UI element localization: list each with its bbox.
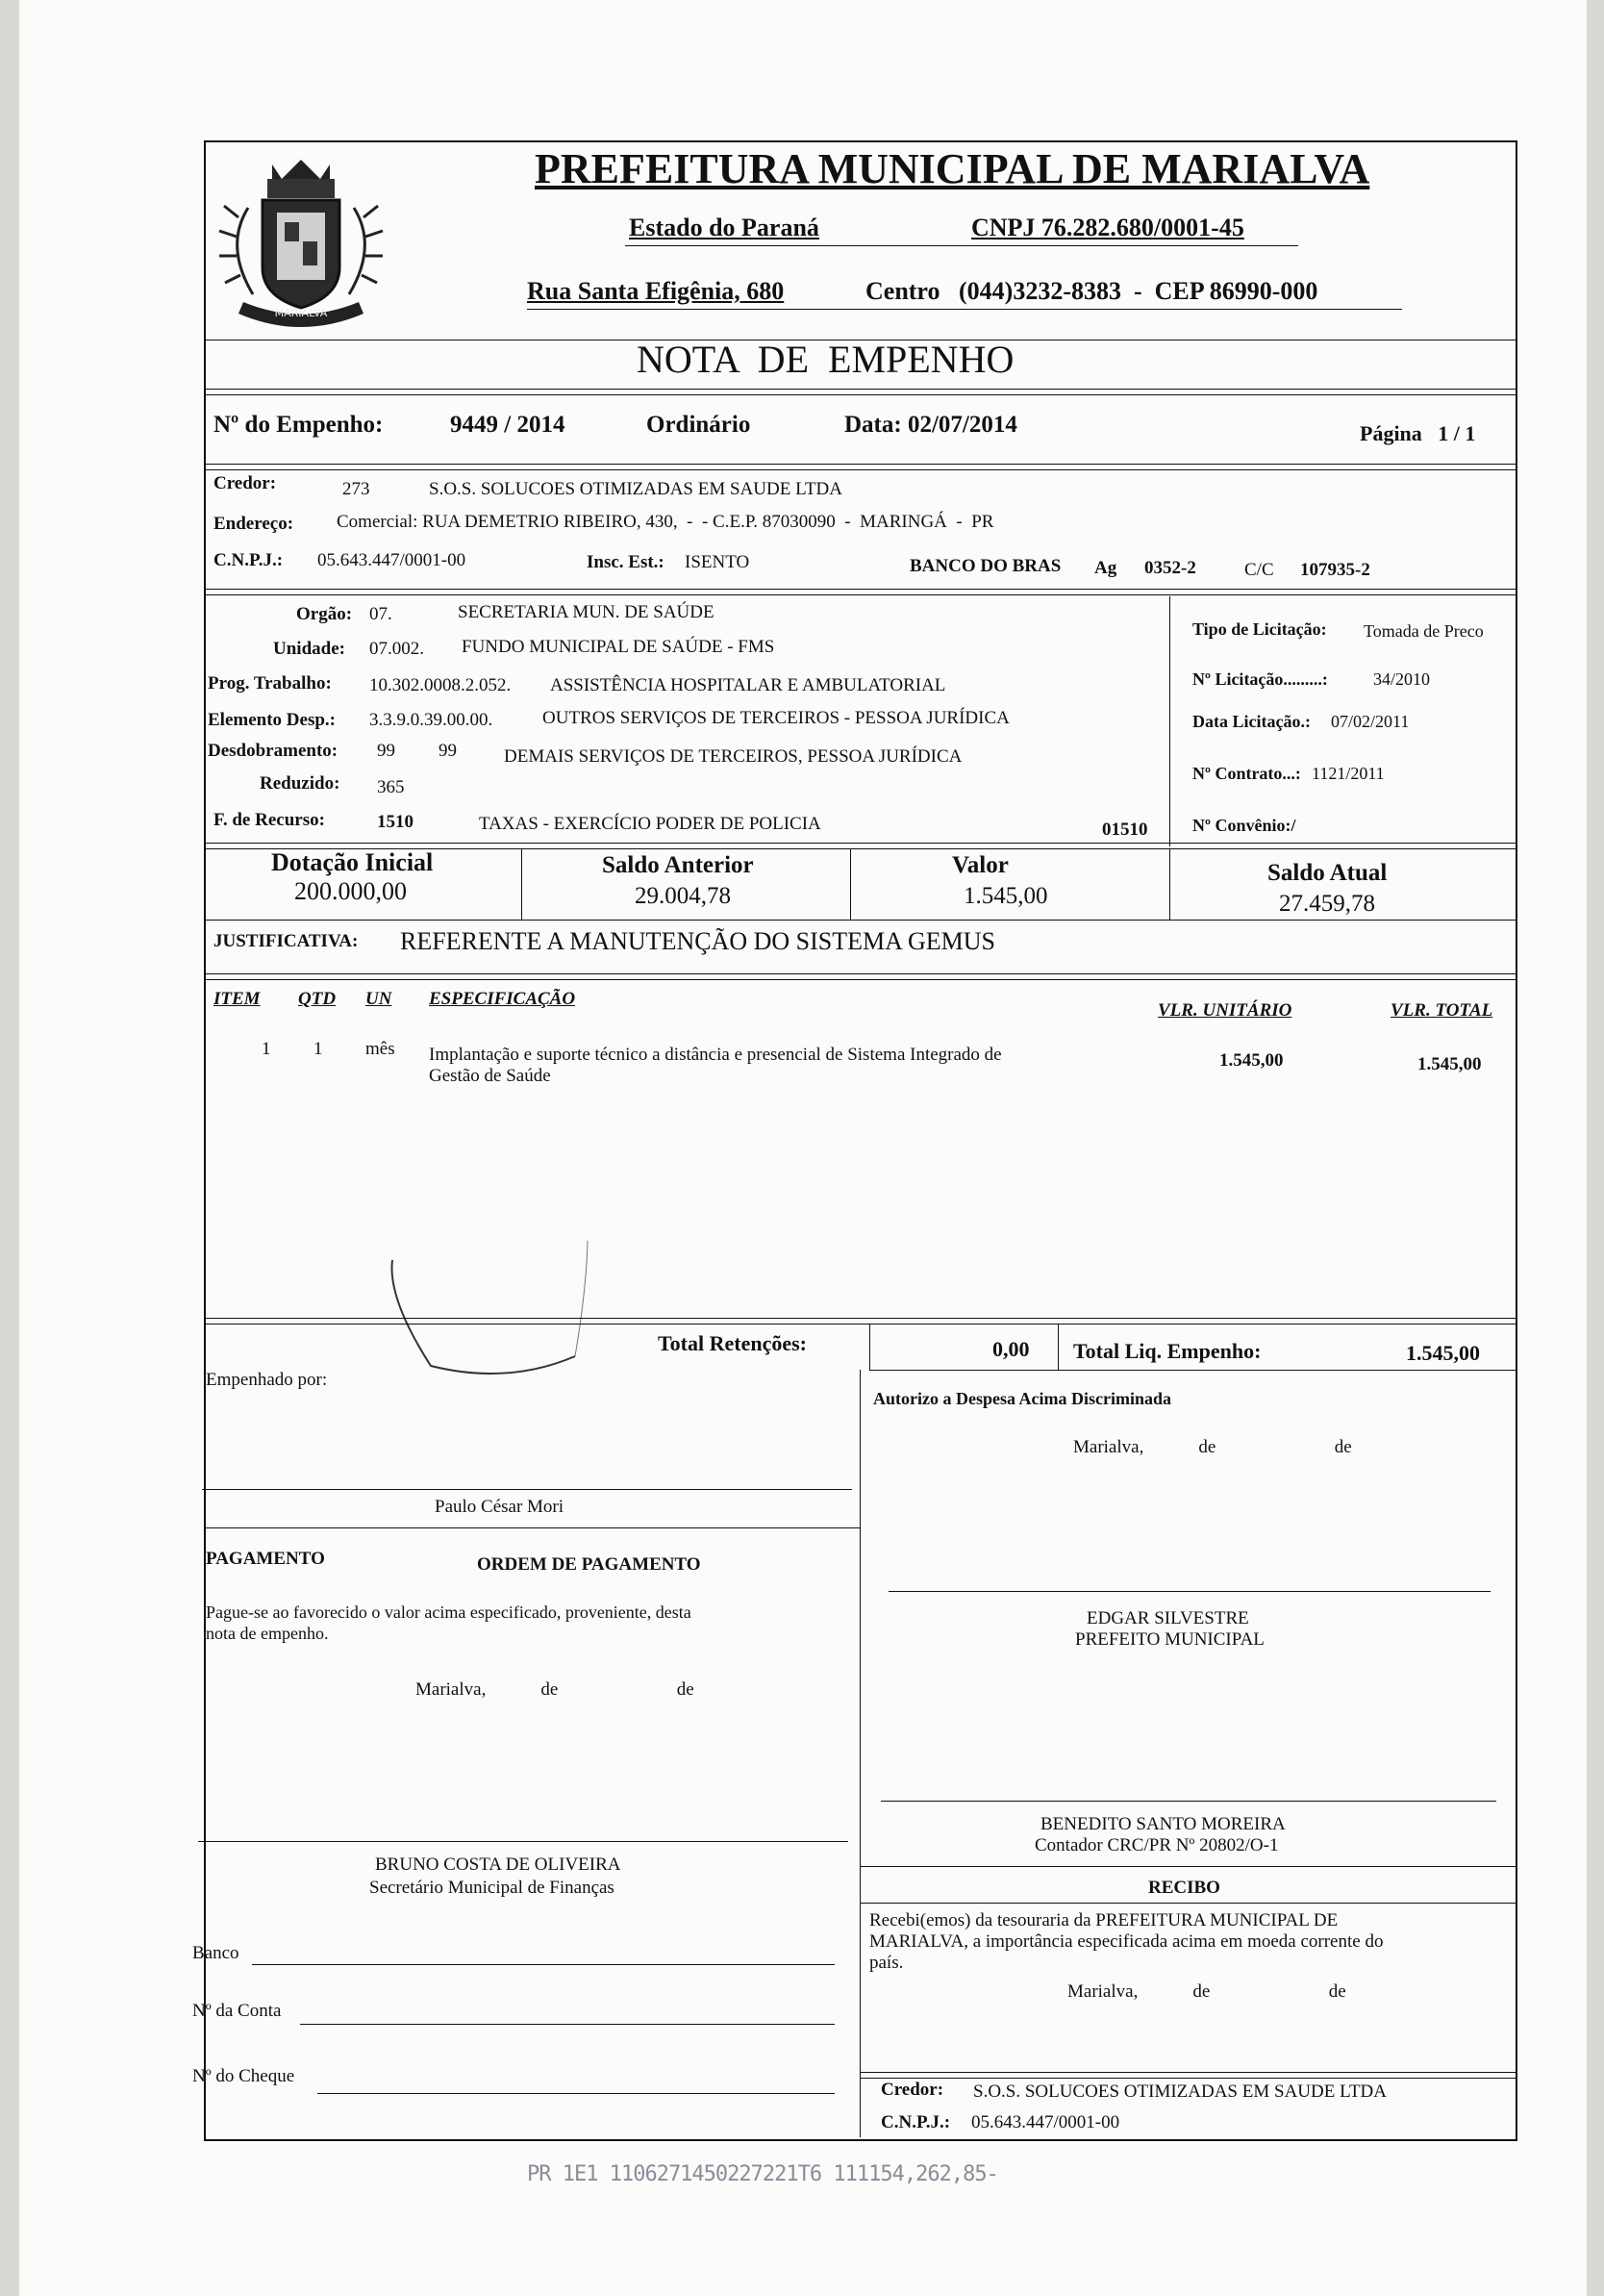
reduzido-label: Reduzido: bbox=[260, 773, 340, 794]
secretario-name: BRUNO COSTA DE OLIVEIRA bbox=[375, 1854, 621, 1875]
bank-authentication-stamp: PR 1E1 1106271450227221T6 111154,262,85- bbox=[527, 2162, 998, 2186]
banco-label: Banco bbox=[192, 1943, 239, 1963]
cnpj-label: CNPJ 76.282.680/0001-45 bbox=[971, 214, 1244, 241]
pagamento-date-line: Marialva, de de bbox=[415, 1679, 694, 1700]
row-total-value: 1.545,00 bbox=[1417, 1054, 1482, 1074]
address-label: Rua Santa Efigênia, 680 bbox=[527, 277, 785, 305]
col-item-header: ITEM bbox=[213, 989, 261, 1009]
pagamento-label: PAGAMENTO bbox=[206, 1549, 325, 1569]
reduzido-value: 365 bbox=[377, 777, 405, 797]
svg-text:MARIALVA: MARIALVA bbox=[274, 307, 328, 319]
unidade-label: Unidade: bbox=[273, 639, 345, 659]
secretario-title: Secretário Municipal de Finanças bbox=[369, 1878, 614, 1898]
licitacao-number: 34/2010 bbox=[1373, 669, 1431, 689]
retencoes-label: Total Retenções: bbox=[658, 1331, 807, 1355]
contador-name: BENEDITO SANTO MOREIRA bbox=[1040, 1814, 1286, 1834]
phone-cep-label: Centro (044)3232-8383 - CEP 86990-000 bbox=[865, 277, 1318, 305]
saldo-anterior-value: 29.004,78 bbox=[635, 883, 731, 909]
city-hall-title: PREFEITURA MUNICIPAL DE MARIALVA bbox=[535, 145, 1370, 192]
contrato-label: Nº Contrato...: bbox=[1192, 764, 1301, 783]
cheque-label: Nº do Cheque bbox=[192, 2066, 295, 2086]
row-spec-line2: Gestão de Saúde bbox=[429, 1066, 551, 1086]
recibo-title: RECIBO bbox=[1148, 1878, 1220, 1898]
desdobramento-name: DEMAIS SERVIÇOS DE TERCEIROS, PESSOA JURÍDICA bbox=[504, 746, 963, 767]
prog-label: Prog. Trabalho: bbox=[208, 673, 332, 694]
prog-code: 10.302.0008.2.052. bbox=[369, 675, 512, 695]
recibo-credor-name: S.O.S. SOLUCOES OTIMIZADAS EM SAUDE LTDA bbox=[973, 2082, 1387, 2102]
endereco-label: Endereço: bbox=[213, 514, 294, 534]
recibo-text-3: país. bbox=[869, 1953, 904, 1973]
valor-value: 1.545,00 bbox=[964, 883, 1048, 909]
contrato-number: 1121/2011 bbox=[1312, 764, 1385, 783]
empenhado-name: Paulo César Mori bbox=[435, 1497, 564, 1517]
col-total-header: VLR. TOTAL bbox=[1391, 1000, 1493, 1021]
account-number: 107935-2 bbox=[1300, 560, 1370, 580]
dotacao-value: 200.000,00 bbox=[294, 877, 407, 905]
prog-name: ASSISTÊNCIA HOSPITALAR E AMBULATORIAL bbox=[550, 675, 946, 695]
fonte-recurso-code: 1510 bbox=[377, 812, 414, 832]
empenho-number: 9449 / 2014 bbox=[450, 412, 565, 438]
page-number: Página 1 / 1 bbox=[1360, 421, 1476, 445]
row-un: mês bbox=[365, 1039, 395, 1059]
insc-label: Insc. Est.: bbox=[587, 552, 664, 572]
unidade-name: FUNDO MUNICIPAL DE SAÚDE - FMS bbox=[462, 637, 775, 657]
insc-value: ISENTO bbox=[685, 552, 750, 572]
pagamento-text-1: Pague-se ao favorecido o valor acima especificado, proveniente, desta bbox=[206, 1602, 691, 1622]
autorizo-date-line: Marialva, de de bbox=[1073, 1437, 1352, 1457]
credor-code: 273 bbox=[342, 479, 370, 499]
col-un-header: UN bbox=[365, 989, 392, 1009]
desdobramento-code-2: 99 bbox=[439, 741, 457, 761]
recibo-text-2: MARIALVA, a importância especificada acima em moeda corrente do bbox=[869, 1931, 1384, 1952]
licitacao-date: 07/02/2011 bbox=[1331, 712, 1410, 731]
col-unit-header: VLR. UNITÁRIO bbox=[1158, 1000, 1292, 1021]
cnpj-field-label: C.N.P.J.: bbox=[213, 550, 284, 570]
recibo-credor-label: Credor: bbox=[881, 2080, 944, 2100]
state-label: Estado do Paraná bbox=[629, 214, 819, 241]
justificativa-text: REFERENTE A MANUTENÇÃO DO SISTEMA GEMUS bbox=[400, 927, 995, 955]
licitacao-date-label: Data Licitação.: bbox=[1192, 712, 1311, 731]
municipal-crest-logo bbox=[210, 121, 392, 342]
empenho-type: Ordinário bbox=[646, 412, 751, 438]
credor-cnpj: 05.643.447/0001-00 bbox=[317, 550, 466, 570]
tipo-licitacao-value: Tomada de Preco bbox=[1364, 621, 1484, 641]
prefeito-name: EDGAR SILVESTRE bbox=[1087, 1608, 1249, 1628]
desdobramento-code: 99 bbox=[377, 741, 395, 761]
liquid-total-value: 1.545,00 bbox=[1406, 1341, 1480, 1365]
contador-title: Contador CRC/PR Nº 20802/O-1 bbox=[1035, 1835, 1279, 1855]
recibo-date-line: Marialva, de de bbox=[1067, 1981, 1346, 2002]
saldo-anterior-label: Saldo Anterior bbox=[602, 852, 754, 878]
valor-label: Valor bbox=[952, 852, 1009, 878]
desdobramento-label: Desdobramento: bbox=[208, 741, 338, 761]
credor-address: Comercial: RUA DEMETRIO RIBEIRO, 430, - - C.E.P. 87030090 - MARINGÁ - PR bbox=[337, 512, 994, 532]
row-unit-value: 1.545,00 bbox=[1219, 1050, 1284, 1071]
recibo-text-1: Recebi(emos) da tesouraria da PREFEITURA MUNICIPAL DE bbox=[869, 1910, 1339, 1930]
agency-number: 0352-2 bbox=[1144, 558, 1196, 578]
row-spec-line1: Implantação e suporte técnico a distância e presencial de Sistema Integrado de bbox=[429, 1045, 1002, 1065]
fonte-recurso-label: F. de Recurso: bbox=[213, 810, 325, 830]
conta-label: Nº da Conta bbox=[192, 2001, 282, 2021]
recibo-cnpj-value: 05.643.447/0001-00 bbox=[971, 2112, 1120, 2132]
col-spec-header: ESPECIFICAÇÃO bbox=[429, 989, 576, 1009]
autorizo-label: Autorizo a Despesa Acima Discriminada bbox=[873, 1389, 1171, 1408]
justificativa-label: JUSTIFICATIVA: bbox=[213, 931, 359, 951]
handwritten-check-mark bbox=[373, 1241, 594, 1385]
row-item: 1 bbox=[262, 1039, 271, 1059]
unidade-code: 07.002. bbox=[369, 639, 424, 659]
elemento-name: OUTROS SERVIÇOS DE TERCEIROS - PESSOA JURÍDICA bbox=[542, 708, 1010, 728]
bank-name: BANCO DO BRAS bbox=[910, 556, 1062, 576]
liquid-total-label: Total Liq. Empenho: bbox=[1073, 1339, 1262, 1363]
prefeito-title: PREFEITO MUNICIPAL bbox=[1075, 1629, 1265, 1650]
pagamento-text-2: nota de empenho. bbox=[206, 1624, 329, 1643]
fonte-recurso-number: 01510 bbox=[1102, 820, 1148, 840]
licitacao-number-label: Nº Licitação.........: bbox=[1192, 669, 1328, 689]
empenho-number-label: Nº do Empenho: bbox=[213, 412, 384, 438]
retencoes-value: 0,00 bbox=[992, 1337, 1030, 1361]
elemento-label: Elemento Desp.: bbox=[208, 710, 336, 730]
saldo-atual-label: Saldo Atual bbox=[1267, 860, 1388, 886]
recibo-cnpj-label: C.N.P.J.: bbox=[881, 2112, 951, 2132]
orgao-name: SECRETARIA MUN. DE SAÚDE bbox=[458, 602, 714, 622]
fonte-recurso-name: TAXAS - EXERCÍCIO PODER DE POLICIA bbox=[479, 814, 821, 834]
empenhado-label: Empenhado por: bbox=[206, 1370, 328, 1390]
orgao-code: 07. bbox=[369, 604, 392, 624]
elemento-code: 3.3.9.0.39.00.00. bbox=[369, 710, 493, 730]
account-label: C/C bbox=[1244, 560, 1274, 580]
credor-name: S.O.S. SOLUCOES OTIMIZADAS EM SAUDE LTDA bbox=[429, 479, 842, 499]
document-title: NOTA DE EMPENHO bbox=[637, 338, 1015, 381]
tipo-licitacao-label: Tipo de Licitação: bbox=[1192, 619, 1327, 639]
col-qtd-header: QTD bbox=[298, 989, 337, 1009]
row-qtd: 1 bbox=[313, 1039, 323, 1059]
saldo-atual-value: 27.459,78 bbox=[1279, 891, 1375, 917]
ordem-pagamento-label: ORDEM DE PAGAMENTO bbox=[477, 1554, 701, 1575]
empenho-date: Data: 02/07/2014 bbox=[844, 412, 1017, 438]
orgao-label: Orgão: bbox=[296, 604, 353, 624]
agency-label: Ag bbox=[1094, 558, 1117, 578]
dotacao-label: Dotação Inicial bbox=[271, 848, 434, 876]
convenio-label: Nº Convênio:/ bbox=[1192, 816, 1296, 835]
credor-label: Credor: bbox=[213, 473, 277, 493]
